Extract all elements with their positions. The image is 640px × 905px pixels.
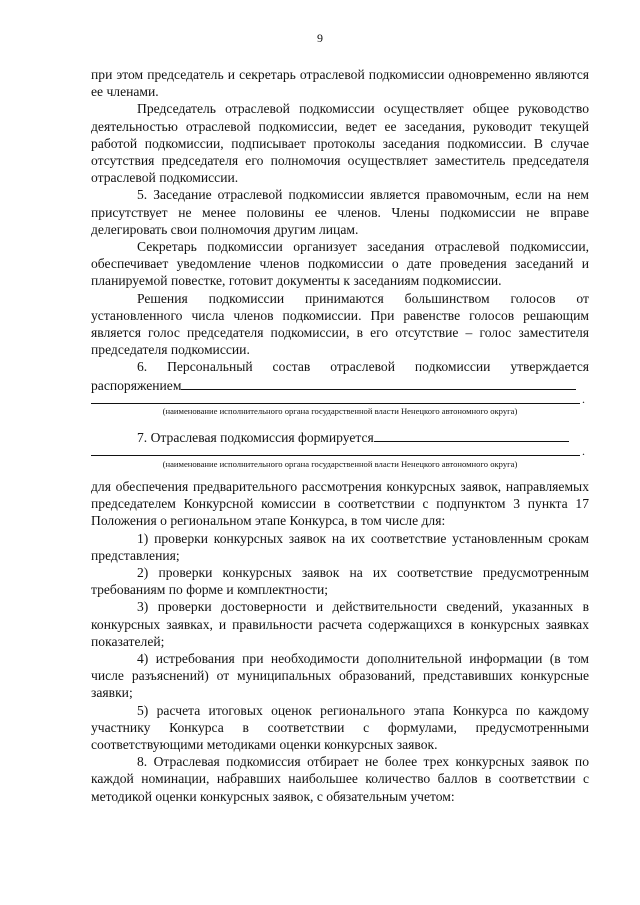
item-6-label: распоряжением [91, 377, 182, 393]
paragraph-item-8: 8. Отраслевая подкомиссия отбирает не более трех конкурсных заявок по каждой номинации, набравших наибольшее количество баллов в соответствии с методикой оценки конкурсных заявок, с обязательным учетом: [91, 754, 589, 804]
item-6-blank-line [91, 376, 589, 394]
line-period: . [582, 392, 585, 406]
line-period: . [582, 444, 585, 458]
paragraph-item-5: 5. Заседание отраслевой подкомиссии является правомочным, если на нем присутствует не менее половины ее членов. Члены подкомиссии не вправе делегировать свои полномочия другим лицам. [91, 187, 589, 237]
paragraph-purpose: для обеспечения предварительного рассмотрения конкурсных заявок, направляемых председателем Конкурсной комиссии в соответствии с подпунктом 3 пункта 17 Положения о региональном этапе Конкурса, в том числе для: [91, 479, 589, 529]
caption-authority-name: (наименование исполнительного органа государственной власти Ненецкого автономного округа) [162, 406, 518, 416]
paragraph-item-6: 6. Персональный состав отраслевой подкомиссии утверждается [137, 359, 589, 375]
blank-underline-full [91, 455, 580, 456]
caption-authority-name: (наименование исполнительного органа государственной власти Ненецкого автономного округа) [162, 459, 518, 469]
paragraph-secretary: Секретарь подкомиссии организует заседания отраслевой подкомиссии, обеспечивает уведомление членов подкомиссии о дате проведения заседаний и планируемой повестке, готовит документы к заседаниям подкомиссии. [91, 239, 589, 289]
item-7-label: 7. Отраслевая подкомиссия формируется [137, 430, 374, 445]
text-block-top [91, 66, 589, 394]
list-item: 4) истребования при необходимости дополнительной информации (в том числе разъяснений) от муниципальных образований, представивших конкурсные заявки; [91, 651, 589, 701]
text-block-bottom [91, 478, 589, 805]
paragraph-chair-membership: при этом председатель и секретарь отраслевой подкомиссии одновременно являются ее членами. [91, 67, 589, 100]
list-item: 1) проверки конкурсных заявок на их соответствие установленным срокам представления; [91, 530, 589, 563]
blank-underline [374, 428, 569, 442]
list-item: 2) проверки конкурсных заявок на их соответствие предусмотренным требованиям по форме и комплектности; [91, 565, 589, 598]
list-item: 5) расчета итоговых оценок регионального этапа Конкурса по каждому участнику Конкурса в соответствии с формулами, предусмотренными соответствующими методиками оценки конкурсных заявок. [91, 702, 589, 753]
page-number: 9 [317, 31, 323, 45]
paragraph-chair-duties: Председатель отраслевой подкомиссии осуществляет общее руководство деятельностью отраслевой подкомиссии, ведет ее заседания, руководит текущей работой подкомиссии, подписывает протоколы заседания подкомиссии. В случае отсутствия председателя его полномочия осуществляет заместитель председателя отраслевой подкомиссии. [91, 101, 589, 186]
paragraph-decisions: Решения подкомиссии принимаются большинством голосов от установленного числа членов подкомиссии. При равенстве голосов решающим является голос председателя подкомиссии, в его отсутствие – голос заместителя председателя подкомиссии. [91, 290, 589, 358]
blank-underline [181, 376, 576, 390]
item-7-line [91, 428, 589, 446]
list-item: 3) проверки достоверности и действительности сведений, указанных в конкурсных заявках, и правильности расчета содержащихся в конкурсных заявках показателей; [91, 599, 589, 649]
blank-underline-full [91, 403, 580, 404]
